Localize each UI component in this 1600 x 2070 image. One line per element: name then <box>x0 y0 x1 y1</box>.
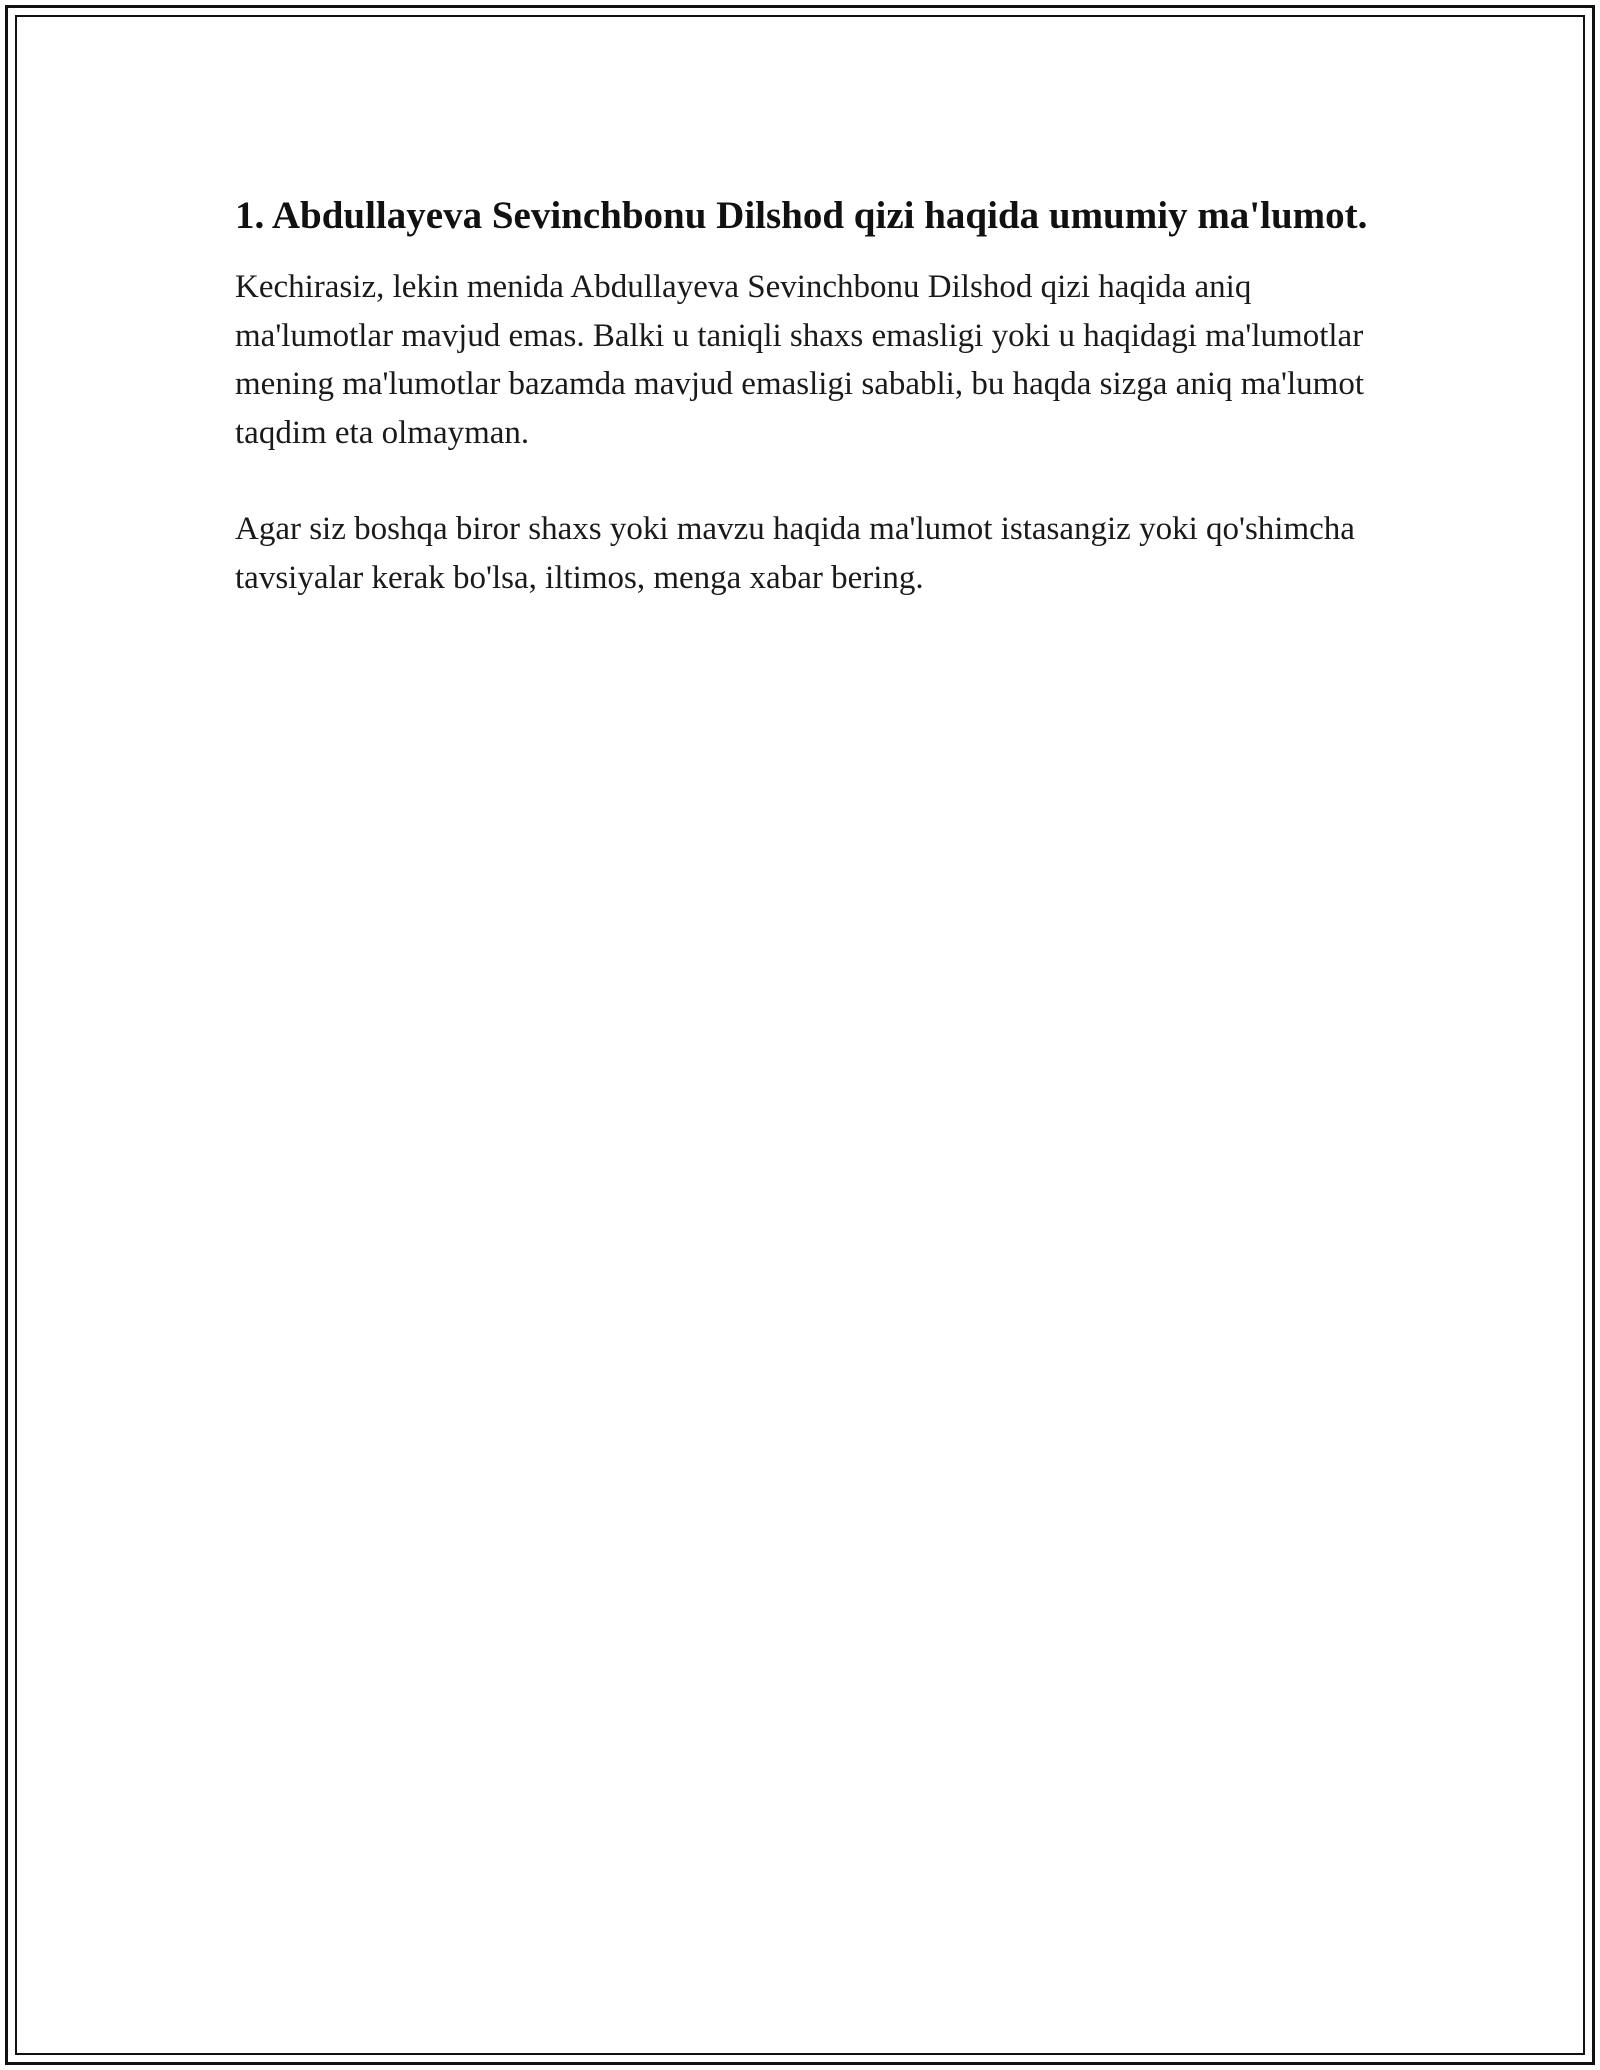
document-body <box>235 188 1385 650</box>
paragraph-offer-help: Agar siz boshqa biror shaxs yoki mavzu haqida ma'lumot istasangiz yoki qo'shimcha tavsiyalar kerak bo'lsa, iltimos, menga xabar bering. <box>235 511 1355 596</box>
paragraph-apology: Kechirasiz, lekin menida Abdullayeva Sevinchbonu Dilshod qizi haqida aniq ma'lumotlar mavjud emas. Balki u taniqli shaxs emasligi yoki u haqidagi ma'lumotlar mening ma'lumotlar bazamda mavjud emasligi sababli, bu haqda sizga aniq ma'lumot taqdim eta olmayman. <box>235 269 1365 451</box>
document-heading: 1. Abdullayeva Sevinchbonu Dilshod qizi haqida umumiy ma'lumot. <box>235 194 1368 237</box>
